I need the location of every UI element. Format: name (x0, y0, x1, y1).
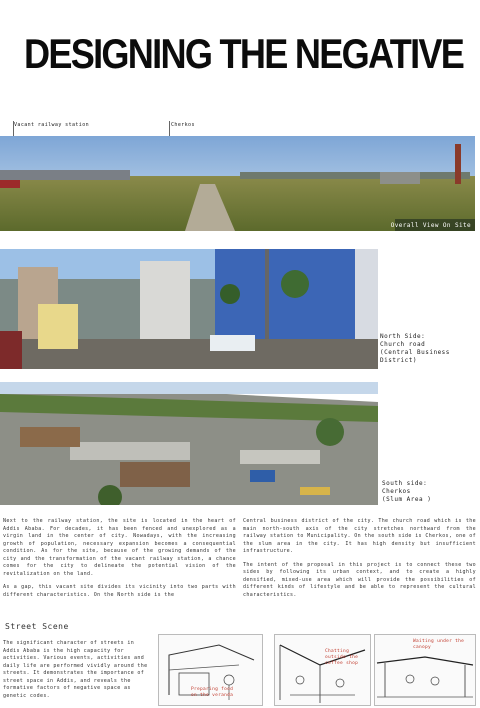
street-scene-heading: Street Scene (5, 622, 69, 631)
south-caption-line3: (Slum Area ) (382, 496, 432, 503)
body-paragraph-3: Central business district of the city. The church road which is the main north-south axis of the city stretches northward from the railway station to Municipality. On the south side is Cherkos, one of the slum area in the city. It has high density but insufficient infrastructure. (243, 518, 476, 554)
south-caption-line2: Cherkos (382, 488, 411, 495)
body-column-left (3, 518, 236, 605)
south-caption (382, 480, 431, 504)
body-column-right (243, 518, 476, 605)
north-caption-line3: (Central Business District) (380, 349, 450, 364)
sketch-canopy (374, 634, 476, 706)
street-scene-text: The significant character of streets in Addis Ababa is the high capacity for activities. Various events, activities and daily life are performed vividly around the streets. It demonstrates the importance of street space in Addis, and reveals the formative factors of negative space as genetic codes. (3, 640, 148, 699)
north-caption-line1: North Side: (380, 333, 426, 340)
south-caption-line1: South side: (382, 480, 428, 487)
north-caption-line2: Church road (380, 341, 426, 348)
body-paragraph-4: The intent of the proposal in this project is to connect these two sides by following its urban context, and to create a highly densified, mixed-use area which will provide the possibilities of different kinds of lifestyle and be able to represent the cultural characteristics. (243, 561, 476, 598)
page-title: DESIGNING THE NEGATIVE (24, 30, 464, 77)
south-side-photo (0, 382, 378, 505)
panorama-caption: Overall View On Site (390, 222, 471, 229)
body-paragraph-2: As a gap, this vacant site divides its vicinity into two parts with different characteristics. On the North side is the (3, 584, 236, 598)
overall-panorama-photo (0, 136, 475, 231)
label-cherkos: Cherkos (171, 122, 195, 128)
sketch-coffee-shop (274, 634, 371, 706)
north-side-photo (0, 249, 378, 369)
north-caption (380, 333, 480, 365)
sketch-veranda (158, 634, 263, 706)
sketch-veranda-label: Preparing food on the veranda (191, 687, 234, 698)
body-paragraph-1: Next to the railway station, the site is located in the heart of Addis Ababa. For decades, it has been fenced and unexplored as a virgin land in the center of city. Nowadays, with the increasing growth of population, necessary expansion becomes a consequential condition. As for the site, because of the growing demands of the city and the transformation of the vacant railway station, a chance comes for the city to delineate the potential vision of the revitalization on the land. (3, 518, 236, 577)
sketch-coffee-shop-label: Chatting outside the coffee shop (325, 649, 359, 666)
label-vacant-railway-station: Vacant railway station (14, 122, 90, 128)
sketch-canopy-label: Waiting under the canopy (413, 639, 465, 650)
